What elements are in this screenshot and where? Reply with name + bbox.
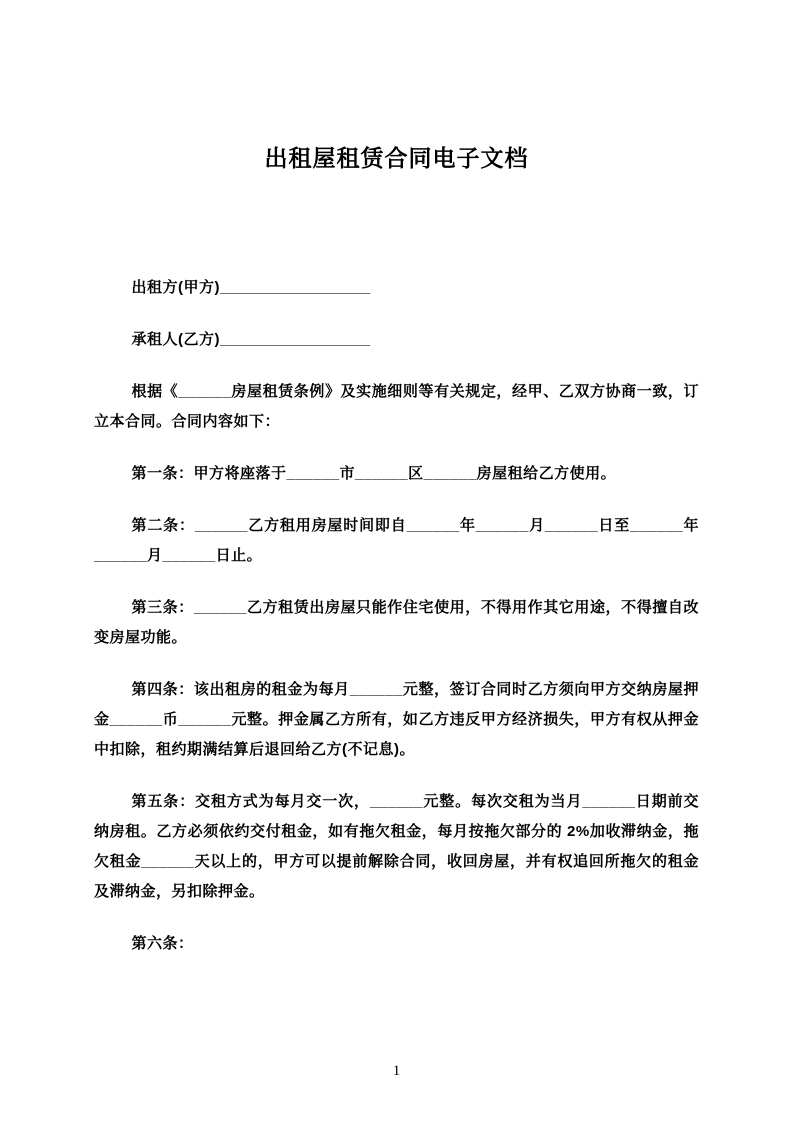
clause-2: 第二条：______乙方租用房屋时间即自______年______月______日至______年______月______日止。 bbox=[94, 517, 699, 564]
lessor-line bbox=[94, 273, 699, 303]
contract-intro: 根据《______房屋租赁条例》及实施细则等有关规定，经甲、乙双方协商一致，订立本合同。合同内容如下： bbox=[94, 383, 699, 430]
page-number: 1 bbox=[392, 1063, 401, 1079]
lessee-line bbox=[94, 325, 699, 355]
clause-4: 第四条：该出租房的租金为每月______元整，签订合同时乙方须向甲方交纳房屋押金______币______元整。押金属乙方所有，如乙方违反甲方经济损失，甲方有权从押金中扣除，租约期满结算后退回给乙方(不记息)。 bbox=[94, 681, 699, 758]
lessee-label: 承租人(乙方) bbox=[131, 331, 220, 348]
clause-6: 第六条： bbox=[131, 935, 194, 952]
lessor-blank: __________________ bbox=[220, 279, 371, 296]
lessee-blank: __________________ bbox=[220, 331, 371, 348]
document-title: 出租屋租赁合同电子文档 bbox=[264, 145, 529, 171]
clause-3: 第三条：______乙方租赁出房屋只能作住宅使用，不得用作其它用途，不得擅自改变房屋功能。 bbox=[94, 599, 699, 646]
clause-1: 第一条：甲方将座落于______市______区______房屋租给乙方使用。 bbox=[131, 465, 617, 482]
lessor-label: 出租方(甲方) bbox=[131, 279, 220, 296]
clause-5: 第五条：交租方式为每月交一次，______元整。每次交租为当月______日期前交纳房租。乙方必须依约交付租金，如有拖欠租金，每月按拖欠部分的 2%加收滞纳金，拖欠租金______天以上的，甲方可以提前解除合同，收回房屋，并有权追回所拖欠的租金及滞纳金，另扣除押金。 bbox=[94, 793, 699, 900]
